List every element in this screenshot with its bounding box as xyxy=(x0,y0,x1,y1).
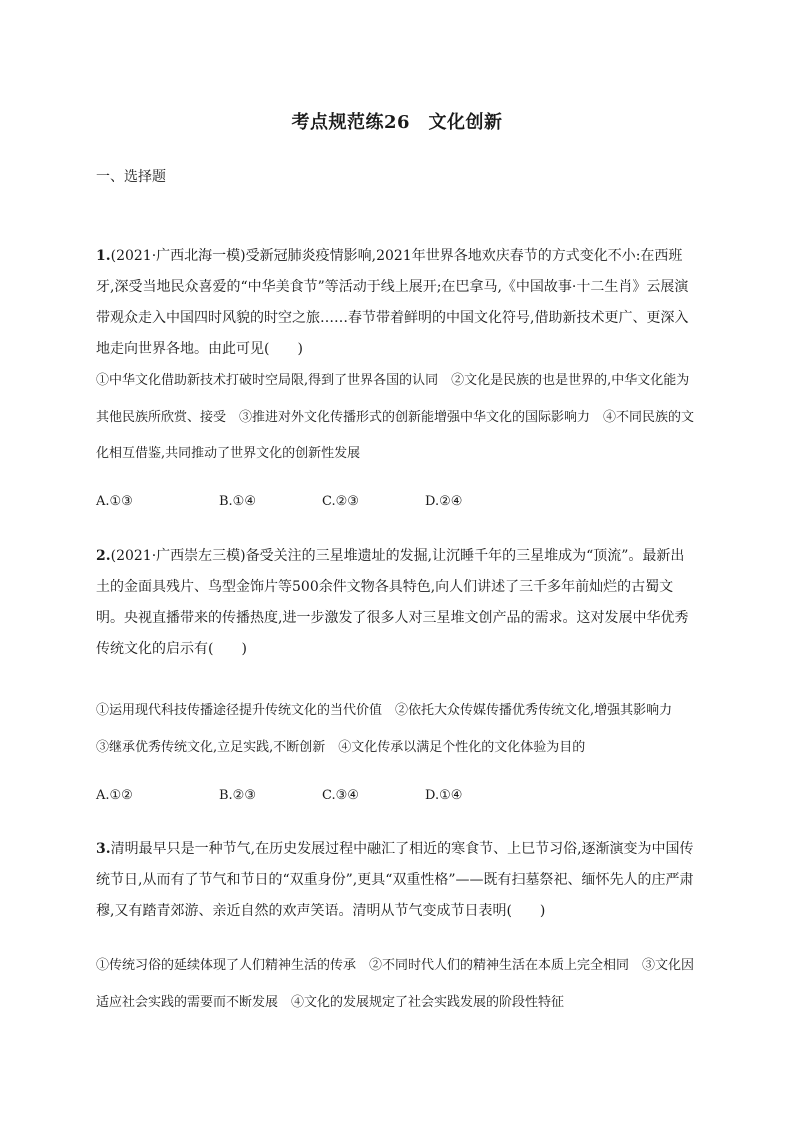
page-title: 考点规范练26 文化创新 xyxy=(291,112,503,133)
question-2-stem xyxy=(96,541,696,665)
section-heading: 一、选择题 xyxy=(96,169,166,185)
question-1-number: 1. xyxy=(96,248,111,264)
question-1-text: (2021·广西北海一模)受新冠肺炎疫情影响,2021年世界各地欢庆春节的方式变化不小:在西班牙,深受当地民众喜爱的“中华美食节”等活动于线上展开;在巴拿马,《中国故事·十二生肖》云展演带观众走入中国四时风貌的时空之旅……春节带着鲜明的中国文化符号,借助新技术更广、更深入地走向世界各地。由此可见( ) xyxy=(96,248,689,357)
question-2-answers xyxy=(96,788,696,808)
question-1-answer-d: D.②④ xyxy=(425,494,463,509)
question-1-answer-c: C.②③ xyxy=(322,494,359,509)
question-1-answer-a: A.①③ xyxy=(96,494,133,509)
question-1-stem xyxy=(96,241,696,365)
question-1-answers xyxy=(96,494,696,514)
question-2-answer-c: C.③④ xyxy=(322,788,359,803)
question-2-answer-d: D.①④ xyxy=(425,788,463,803)
question-2-options: ①运用现代科技传播途径提升传统文化的当代价值 ②依托大众传媒传播优秀传统文化,增强其影响力 ③继承优秀传统文化,立足实践,不断创新 ④文化传承以满足个性化的文化体验为目的 xyxy=(96,703,686,755)
question-3-number: 3. xyxy=(96,841,111,857)
question-2-number: 2. xyxy=(96,548,111,564)
question-2-text: (2021·广西崇左三模)备受关注的三星堆遗址的发掘,让沉睡千年的三星堆成为“顶流”。最新出土的金面具残片、鸟型金饰片等500余件文物各具特色,向人们讲述了三千多年前灿烂的古蜀文明。央视直播带来的传播热度,进一步激发了很多人对三星堆文创产品的需求。这对发展中华优秀传统文化的启示有( ) xyxy=(96,548,689,657)
question-3-stem xyxy=(96,834,696,927)
question-2-answer-a: A.①② xyxy=(96,788,133,803)
question-1-options: ①中华文化借助新技术打破时空局限,得到了世界各国的认同 ②文化是民族的也是世界的,中华文化能为其他民族所欣赏、接受 ③推进对外文化传播形式的创新能增强中华文化的国际影响力 ④不同民族的文化相互借鉴,共同推动了世界文化的创新性发展 xyxy=(96,373,695,461)
question-2-answer-b: B.②③ xyxy=(219,788,256,803)
question-3-options: ①传统习俗的延续体现了人们精神生活的传承 ②不同时代人们的精神生活在本质上完全相同 ③文化因适应社会实践的需要而不断发展 ④文化的发展规定了社会实践发展的阶段性特征 xyxy=(96,958,695,1010)
question-3-text: 清明最早只是一种节气,在历史发展过程中融汇了相近的寒食节、上巳节习俗,逐渐演变为中国传统节日,从而有了节气和节日的“双重身份”,更具“双重性格”——既有扫墓祭祀、缅怀先人的庄严肃穆,又有踏青郊游、亲近自然的欢声笑语。清明从节气变成节日表明( ) xyxy=(96,841,694,919)
question-1-answer-b: B.①④ xyxy=(219,494,256,509)
